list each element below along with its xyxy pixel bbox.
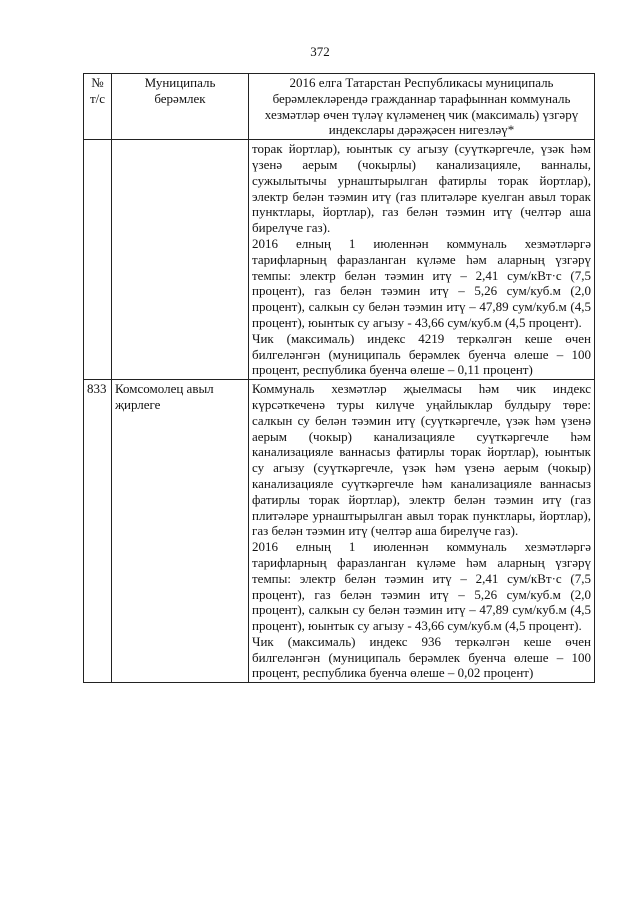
table-row (84, 140, 595, 380)
description-paragraph: 2016 елның 1 июленнән коммуналь хезмәтләргә тарифларның фаразланган күләме һәм аларның үзгәрү темпы: электр белән тәэмин итү – 2,41 сум/кВт·с (7,5 процент), газ белән тәэмин итү – 5,26 сум/куб.м (2,0 процент), салкын су белән тәэмин итү – 47,89 сум/куб.м (4,5 процент), юынтык су агызу - 43,66 сум/куб.м (4,5 процент). (252, 539, 591, 634)
row-municipality: Комсомолец авыл җирлеге (112, 380, 249, 683)
municipal-index-table (83, 73, 595, 683)
header-municipality-line-1: Муниципаль (144, 75, 216, 90)
header-municipality (112, 74, 249, 140)
header-num-line-1: № (91, 75, 104, 90)
table-row (84, 380, 595, 683)
row-number (84, 140, 112, 380)
description-paragraph: Коммуналь хезмәтләр җыелмасы һәм чик индекс күрсәткеченә туры килүче уңайлыклар булдыру төре: салкын су белән тәэмин итү (суүткәргечле, үзәк һәм үзенә аерым (чокыр) канализацияле суүткәргечле һәм канализацияле ваннасыз фатирлы торак йортлар), юынтык су агызу (суүткәргечле, үзәк һәм үзенә аерым (чокыр) канализацияле суүткәргечле һәм канализацияле ваннасыз фатирлы торак йортлар), электр белән тәэмин итү (газ плитәләре урнаштырылган авыл торак пунктлары, йортлар), газ белән тәэмин итү (челтәр аша бирелүче газ). (252, 381, 591, 539)
header-num (84, 74, 112, 140)
row-description (249, 380, 595, 683)
row-description (249, 140, 595, 380)
page-number: 372 (310, 44, 330, 59)
header-description-text: 2016 елга Татарстан Республикасы муниципаль берәмлекләрендә гражданнар тарафыннан коммуналь хезмәтләр өчен түләү күләменең чик (максималь) үзгәрү индекслары дәрәҗәсен нигезләү* (264, 75, 579, 138)
description-paragraph: торак йортлар), юынтык су агызу (суүткәргечле, үзәк һәм үзенә аерым (чокырлы) канализацияле, ванналы, сужылытычы урнаштырылган фатирлы торак йортлар), электр белән тәэмин итү (газ плитәләре куелган авыл торак пунктлары, йортлар), газ белән тәэмин итү (челтәр аша бирелүче газ). (252, 141, 591, 236)
description-paragraph: Чик (максималь) индекс 936 теркәлгән кеше өчен билгеләнгән (муниципаль берәмлек буенча өлеше – 100 процент, республика буенча өлеше – 0,02 процент) (252, 633, 591, 681)
row-municipality (112, 140, 249, 380)
table-header-row (84, 74, 595, 140)
row-number: 833 (84, 380, 112, 683)
description-paragraph: Чик (максималь) индекс 4219 теркәлгән кеше өчен билгеләнгән (муниципаль берәмлек буенча өлеше – 100 процент, республика буенча өлеше – 0,11 процент) (252, 330, 591, 378)
description-paragraph: 2016 елның 1 июленнән коммуналь хезмәтләргә тарифларның фаразланган күләме һәм аларның үзгәрү темпы: электр белән тәэмин итү – 2,41 сум/кВт·с (7,5 процент), газ белән тәэмин итү – 5,26 сум/куб.м (2,0 процент), салкын су белән тәэмин итү – 47,89 сум/куб.м (4,5 процент), юынтык су агызу - 43,66 сум/куб.м (4,5 процент). (252, 235, 591, 330)
header-num-line-2: т/с (89, 90, 106, 106)
header-municipality-line-2: берәмлек (154, 90, 206, 106)
header-description (249, 74, 595, 140)
